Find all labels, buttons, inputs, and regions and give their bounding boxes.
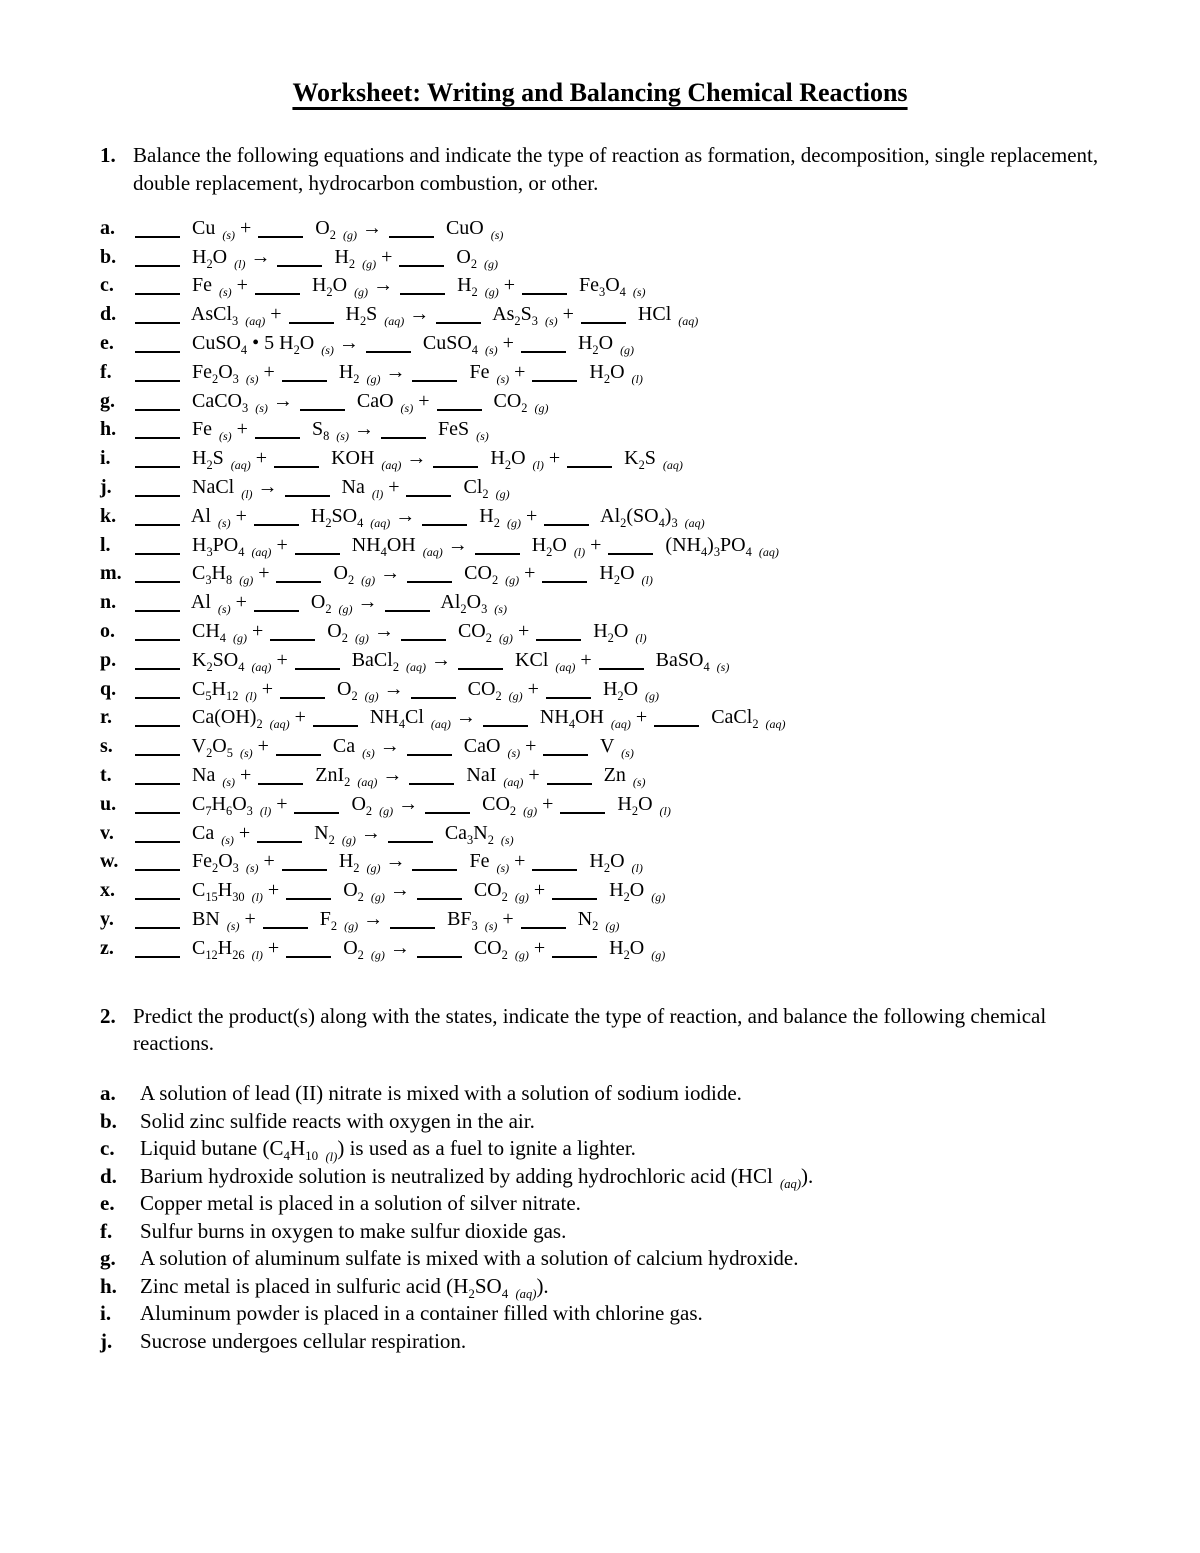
equation-content: $H_3PO_4$ $_{(aq)} + NH_4OH$ $_{(aq)} \to H_2O$ $_{(l)} + (NH_4)_3PO_4$ $_{(aq)}$ (133, 534, 779, 556)
item-text: Liquid butane ($C_4H_{10}$ $_{(l)}$) is used as a fuel to ignite a lighter. (140, 1136, 636, 1164)
equation-letter: y. (100, 907, 114, 930)
blank-line (135, 553, 180, 555)
equation-row (100, 588, 1100, 617)
blank-line (422, 524, 467, 526)
blank-line (300, 409, 345, 411)
equation-content: $C_{15}H_{30}$ $_{(l)} + O_2$ $_{(g)} \to CO_2$ $_{(g)} + H_2O$ $_{(g)}$ (133, 879, 665, 901)
blank-line (389, 236, 434, 238)
blank-line (407, 581, 452, 583)
item-letter: g. (100, 1246, 116, 1271)
equation-row (100, 502, 1100, 531)
equation-content: $C_5H_{12}$ $_{(l)} + O_2$ $_{(g)} \to CO_2$ $_{(g)} + H_2O$ $_{(g)}$ (133, 678, 659, 700)
equation-content: NaCl $_{(l)}$ → Na $_{(l)} + Cl_2$ $_{(g)}$ (133, 476, 510, 498)
blank-line (135, 581, 180, 583)
blank-line (254, 524, 299, 526)
equation-letter: m. (100, 562, 122, 585)
blank-line (135, 495, 180, 497)
equation-letter: g. (100, 389, 115, 412)
equation-content: Fe $_{(s)} + H_2O$ $_{(g)} \to H_2$ $_{(g)} + Fe_3O_4$ $_{(s)}$ (133, 274, 646, 296)
blank-line (417, 956, 462, 958)
equation-letter: t. (100, 763, 112, 786)
equation-content: Fe $_{(s)} + S_8$ $_{(s)}$ → FeS $_{(s)}$ (133, 418, 489, 440)
blank-line (411, 697, 456, 699)
equation-letter: c. (100, 274, 114, 297)
item-letter: a. (100, 1081, 116, 1106)
blank-line (135, 668, 180, 670)
equation-row (100, 243, 1100, 272)
blank-line (401, 639, 446, 641)
equation-content: $Ca(OH)_2$ $_{(aq)} + NH_4Cl$ $_{(aq)} \to NH_4OH$ $_{(aq)}$ + CaCl$_2$ $_{(aq)}$ (133, 706, 786, 728)
prediction-item (100, 1245, 1100, 1273)
blank-line (521, 351, 566, 353)
blank-line (543, 754, 588, 756)
blank-line (552, 956, 597, 958)
equation-content: $K_2SO_4$ $_{(aq)}$ + BaCl$_2$ $_{(aq)}$ → KCl $_{(aq)}$ + BaSO$_4$ $_{(s)}$ (133, 649, 729, 671)
blank-line (135, 409, 180, 411)
equation-letter: q. (100, 677, 117, 700)
equation-letter: d. (100, 303, 117, 326)
blank-line (409, 783, 454, 785)
equation-letter: j. (100, 476, 112, 499)
prediction-item (100, 1190, 1100, 1218)
blank-line (400, 293, 445, 295)
item-letter: d. (100, 1163, 117, 1188)
equation-row (100, 675, 1100, 704)
blank-line (547, 783, 592, 785)
blank-line (255, 293, 300, 295)
equation-letter: k. (100, 504, 117, 527)
blank-line (258, 236, 303, 238)
blank-line (522, 293, 567, 295)
item-letter: j. (100, 1328, 113, 1353)
blank-line (276, 581, 321, 583)
blank-line (280, 697, 325, 699)
equation-content: CaCO$_3$ $_{(s)}$ → CaO $_{(s)} + CO_2$ $_{(g)}$ (133, 390, 549, 412)
equation-letter: v. (100, 821, 114, 844)
blank-line (475, 553, 520, 555)
blank-line (608, 553, 653, 555)
blank-line (390, 927, 435, 929)
blank-line (399, 265, 444, 267)
equation-content: $V_2O_5$ $_{(s)}$ + Ca $_{(s)}$ → CaO $_{(s)}$ + V $_{(s)}$ (133, 735, 634, 757)
equation-row (100, 732, 1100, 761)
equation-row (100, 415, 1100, 444)
equation-content: Al $_{(s)} + O_2$ $_{(g)} \to Al_2O_3$ $_{(s)}$ (133, 591, 507, 613)
equation-content: $CH_4$ $_{(g)} + O_2$ $_{(g)} \to CO_2$ $_{(g)} + H_2O$ $_{(l)}$ (133, 620, 647, 642)
equation-content: CuSO$_4$ • 5 $H_2O$ $_{(s)}$ → CuSO$_4$ $_{(s)} + H_2O$ $_{(g)}$ (133, 332, 634, 354)
item-text: Aluminum powder is placed in a container filled with chlorine gas. (140, 1301, 703, 1326)
blank-line (385, 610, 430, 612)
blank-line (135, 322, 180, 324)
equation-row (100, 847, 1100, 876)
blank-line (412, 869, 457, 871)
equation-row (100, 646, 1100, 675)
equation-letter: w. (100, 850, 119, 873)
blank-line (536, 639, 581, 641)
blank-line (135, 927, 180, 929)
equation-letter: a. (100, 216, 115, 239)
equation-content: Na $_{(s)}$ + ZnI$_2$ $_{(aq)}$ → NaI $_{(aq)}$ + Zn $_{(s)}$ (133, 764, 646, 786)
prediction-item (100, 1163, 1100, 1191)
blank-line (388, 841, 433, 843)
blank-line (135, 437, 180, 439)
blank-line (381, 437, 426, 439)
blank-line (135, 293, 180, 295)
blank-line (135, 956, 180, 958)
blank-line (407, 754, 452, 756)
blank-line (135, 466, 180, 468)
page-title: Worksheet: Writing and Balancing Chemical Reactions (292, 78, 908, 107)
blank-line (483, 725, 528, 727)
equation-letter: l. (100, 533, 111, 556)
blank-line (135, 380, 180, 382)
blank-line (542, 581, 587, 583)
equation-content: Al $_{(s)} + H_2SO_4$ $_{(aq)} \to H_2$ $_{(g)} + Al_2(SO_4)_3$ $_{(aq)}$ (133, 505, 705, 527)
blank-line (532, 380, 577, 382)
equation-row (100, 531, 1100, 560)
equation-row (100, 934, 1100, 963)
blank-line (532, 869, 577, 871)
blank-line (412, 380, 457, 382)
item-text: A solution of lead (II) nitrate is mixed with a solution of sodium iodide. (140, 1081, 742, 1106)
blank-line (433, 466, 478, 468)
blank-line (313, 725, 358, 727)
equation-letter: x. (100, 879, 115, 902)
blank-line (135, 812, 180, 814)
blank-line (560, 812, 605, 814)
equation-content: $Fe_2O_3$ $_{(s)} + H_2$ $_{(g)}$ → Fe $_{(s)} + H_2O$ $_{(l)}$ (133, 361, 643, 383)
item-text: Sulfur burns in oxygen to make sulfur dioxide gas. (140, 1218, 567, 1243)
blank-line (295, 553, 340, 555)
equation-letter: o. (100, 620, 115, 642)
equation-content: AsCl$_3$ $_{(aq)} + H_2S$ $_{(aq)} \to As_2S_3$ $_{(s)}$ + HCl $_{(aq)}$ (133, 303, 698, 325)
equation-row (100, 300, 1100, 329)
item-text: Solid zinc sulfide reacts with oxygen in the air. (140, 1108, 535, 1133)
blank-line (257, 841, 302, 843)
equation-letter: z. (100, 936, 114, 959)
equation-letter: r. (100, 706, 113, 729)
blank-line (437, 409, 482, 411)
blank-line (254, 610, 299, 612)
equation-row (100, 329, 1100, 358)
blank-line (135, 869, 180, 871)
blank-line (135, 639, 180, 641)
blank-line (135, 351, 180, 353)
blank-line (417, 898, 462, 900)
equation-content: $H_2O$ $_{(l)} \to H_2$ $_{(g)} + O_2$ $_{(g)}$ (133, 246, 498, 268)
equation-content: Ca $_{(s)} + N_2$ $_{(g)} \to Ca_3N_2$ $_{(s)}$ (133, 822, 514, 844)
equation-letter: f. (100, 360, 112, 383)
item-letter: b. (100, 1108, 117, 1133)
equation-row (100, 444, 1100, 473)
equation-row (100, 387, 1100, 416)
equation-row (100, 214, 1100, 243)
blank-line (654, 725, 699, 727)
equation-content: $C_7H_6O_3$ $_{(l)} + O_2$ $_{(g)} \to CO_2$ $_{(g)} + H_2O$ $_{(l)}$ (133, 793, 671, 815)
question-2-text: Predict the product(s) along with the states, indicate the type of reaction, and balance the following chemical reactions. (133, 1003, 1047, 1056)
equation-row (100, 473, 1100, 502)
equation-letter: h. (100, 418, 117, 441)
item-letter: e. (100, 1191, 115, 1216)
equation-row (100, 876, 1100, 905)
blank-line (258, 783, 303, 785)
blank-line (135, 265, 180, 267)
equation-content: BN $_{(s)} + F_2$ $_{(g)} \to BF_3$ $_{(s)} + N_2$ $_{(g)}$ (133, 908, 619, 930)
prediction-item (100, 1080, 1100, 1108)
question-1 (100, 142, 1100, 198)
equation-row (100, 905, 1100, 934)
item-letter: f. (100, 1218, 113, 1243)
blank-line (135, 783, 180, 785)
question-2 (100, 1003, 1100, 1059)
blank-line (286, 898, 331, 900)
prediction-list (100, 1080, 1100, 1355)
blank-line (135, 524, 180, 526)
blank-line (282, 869, 327, 871)
equation-list (100, 214, 1100, 963)
equation-letter: i. (100, 447, 111, 470)
equation-letter: n. (100, 591, 117, 614)
item-text: Copper metal is placed in a solution of silver nitrate. (140, 1191, 581, 1216)
equation-row (100, 790, 1100, 819)
blank-line (135, 697, 180, 699)
blank-line (270, 639, 315, 641)
blank-line (255, 437, 300, 439)
blank-line (295, 668, 340, 670)
blank-line (274, 466, 319, 468)
blank-line (546, 697, 591, 699)
blank-line (599, 668, 644, 670)
blank-line (425, 812, 470, 814)
prediction-item (100, 1218, 1100, 1246)
equation-row (100, 271, 1100, 300)
item-letter: c. (100, 1136, 115, 1161)
equation-letter: s. (100, 735, 113, 758)
item-text: Barium hydroxide solution is neutralized by adding hydrochloric acid (HCl $_{(aq)}$). (140, 1163, 814, 1192)
blank-line (135, 610, 180, 612)
prediction-item (100, 1300, 1100, 1328)
blank-line (544, 524, 589, 526)
blank-line (135, 841, 180, 843)
blank-line (567, 466, 612, 468)
blank-line (276, 754, 321, 756)
question-2-number: 2. (100, 1003, 116, 1028)
item-letter: h. (100, 1273, 117, 1298)
equation-content: $C_3H_8$ $_{(g)} + O_2$ $_{(g)} \to CO_2$ $_{(g)} + H_2O$ $_{(l)}$ (133, 562, 653, 584)
blank-line (552, 898, 597, 900)
item-letter: i. (100, 1301, 112, 1326)
equation-letter: b. (100, 245, 117, 268)
item-text: A solution of aluminum sulfate is mixed with a solution of calcium hydroxide. (140, 1246, 799, 1271)
prediction-item (100, 1273, 1100, 1301)
prediction-item (100, 1135, 1100, 1163)
equation-letter: p. (100, 648, 117, 671)
equation-row (100, 559, 1100, 588)
question-1-text: Balance the following equations and indicate the type of reaction as formation, decomposition, single replacement, double replacement, hydrocarbon combustion, or other. (133, 143, 1099, 195)
blank-line (581, 322, 626, 324)
equation-content: $Fe_2O_3$ $_{(s)} + H_2$ $_{(g)}$ → Fe $_{(s)} + H_2O$ $_{(l)}$ (133, 850, 643, 872)
prediction-item (100, 1108, 1100, 1136)
blank-line (135, 754, 180, 756)
blank-line (436, 322, 481, 324)
blank-line (521, 927, 566, 929)
equation-letter: u. (100, 792, 117, 815)
prediction-item (100, 1328, 1100, 1356)
blank-line (135, 725, 180, 727)
equation-letter: e. (100, 332, 114, 355)
equation-row (100, 761, 1100, 790)
equation-content: $H_2S$ $_{(aq)}$ + KOH $_{(aq)} \to H_2O$ $_{(l)} + K_2S$ $_{(aq)}$ (133, 447, 683, 469)
blank-line (294, 812, 339, 814)
equation-content: Cu $_{(s)} + O_2$ $_{(g)}$ → CuO $_{(s)}$ (133, 217, 503, 239)
equation-row (100, 358, 1100, 387)
blank-line (135, 898, 180, 900)
blank-line (282, 380, 327, 382)
blank-line (406, 495, 451, 497)
blank-line (286, 956, 331, 958)
blank-line (263, 927, 308, 929)
blank-line (135, 236, 180, 238)
blank-line (277, 265, 322, 267)
blank-line (458, 668, 503, 670)
question-1-number: 1. (100, 143, 116, 167)
equation-content: $C_{12}H_{26}$ $_{(l)} + O_2$ $_{(g)} \to CO_2$ $_{(g)} + H_2O$ $_{(g)}$ (133, 937, 665, 959)
item-text: Zinc metal is placed in sulfuric acid ($H_2SO_4$ $_{(aq)}$). (140, 1273, 549, 1302)
blank-line (366, 351, 411, 353)
equation-row (100, 617, 1100, 646)
equation-row (100, 819, 1100, 848)
equation-row (100, 703, 1100, 732)
blank-line (285, 495, 330, 497)
blank-line (289, 322, 334, 324)
item-text: Sucrose undergoes cellular respiration. (140, 1328, 467, 1353)
